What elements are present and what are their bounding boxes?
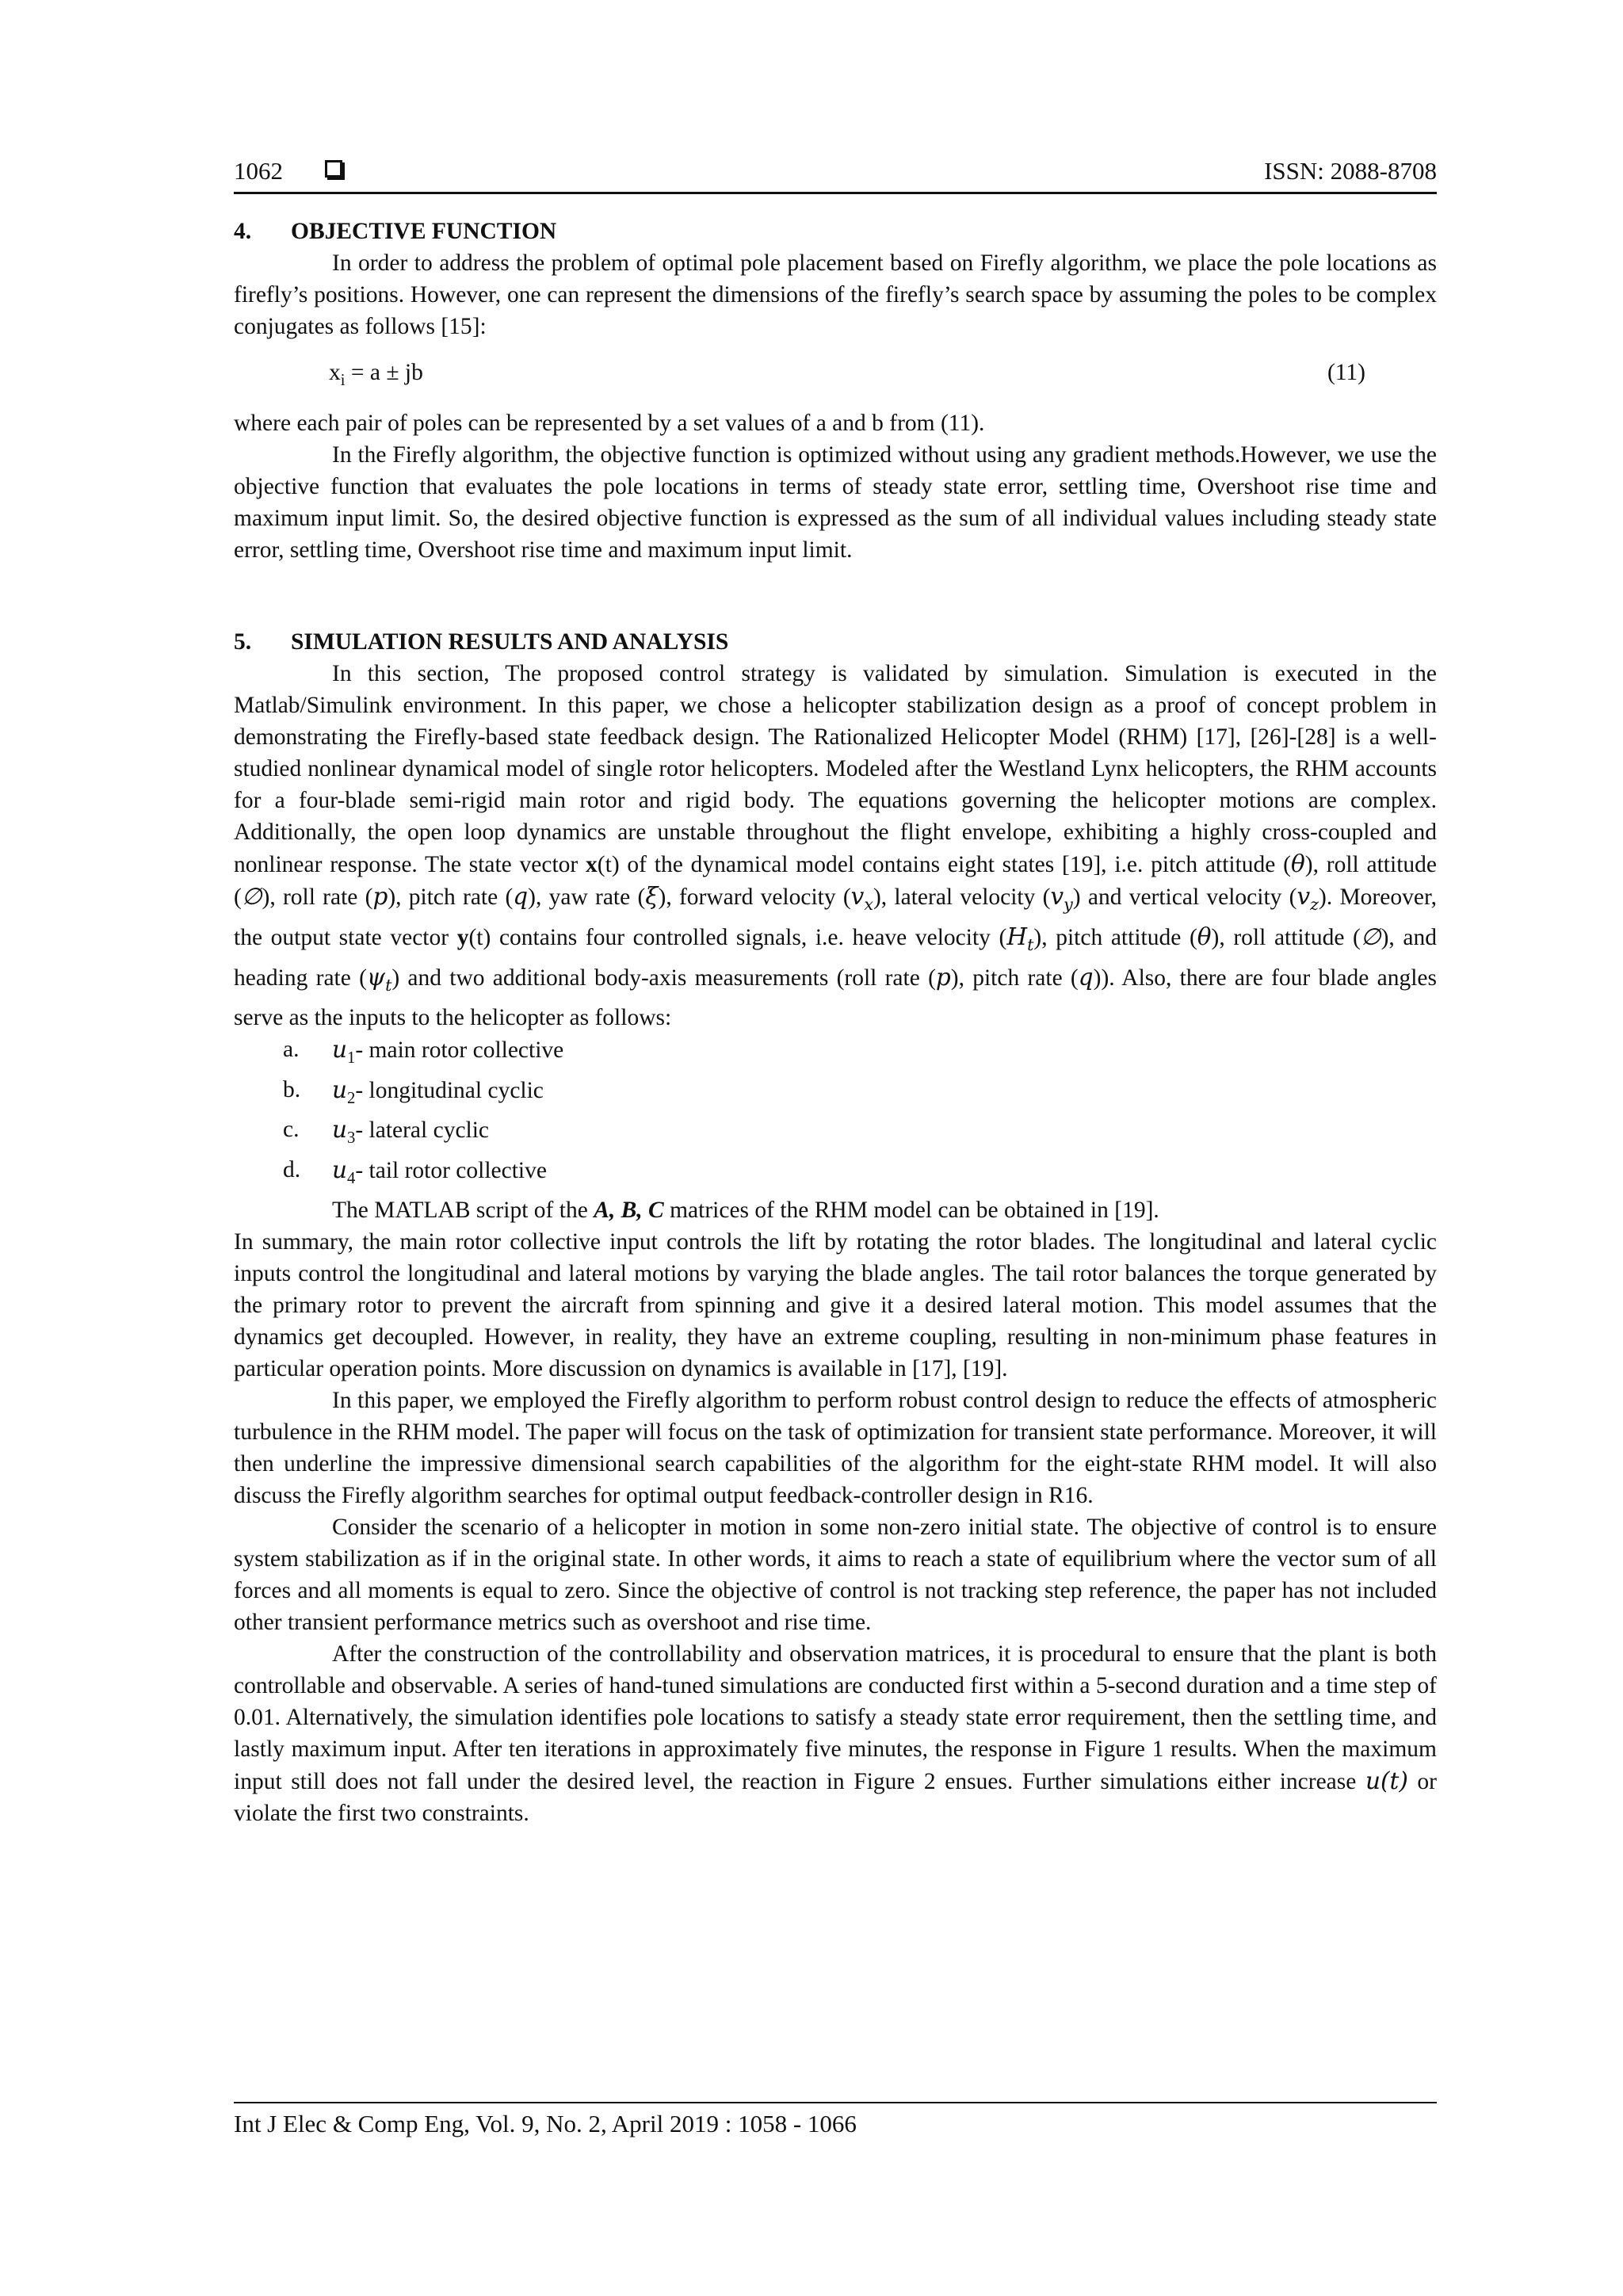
equation: [234, 357, 1437, 388]
paragraph: Consider the scenario of a helicopter in motion in some non-zero initial state. The objective of control is to ensure system stabilization as if in the original state. In other words, it aims to reach a state of equilibrium where the vector sum of all forces and all moments is equal to zero. Since the objective of control is not tracking step reference, the paper has not included other transient performance metrics such as overshoot and rise time.: [234, 1515, 1437, 1636]
page-header: [234, 152, 1437, 192]
section-title: SIMULATION RESULTS AND ANALYSIS: [291, 629, 729, 655]
body-text: [234, 216, 1437, 1829]
spacer: [234, 566, 1437, 626]
paragraph: In the Firefly algorithm, the objective function is optimized without using any gradient methods.However, we use the objective function that evaluates the pole locations in terms of steady state error, settling time, Overshoot rise time and maximum input limit. So, the desired objective function is expressed as the sum of all individual values including steady state error, settling time, Overshoot rise time and maximum input limit.: [234, 442, 1437, 563]
checkbox-square-icon: [325, 160, 342, 178]
paragraph: In summary, the main rotor collective input controls the lift by rotating the rotor blades. The longitudinal and lateral cyclic inputs control the longitudinal and lateral motions by varying the blade angles. The tail rotor balances the torque generated by the primary rotor to prevent the aircraft from spinning and give it a desired lateral motion. This model assumes that the dynamics get decoupled. However, in reality, they have an extreme coupling, resulting in non-minimum phase features in particular operation points. More discussion on dynamics is available in [17], [19].: [234, 1229, 1437, 1382]
equation-expression: [329, 357, 423, 396]
eq-lhs: x: [329, 360, 341, 385]
footer-rule: [234, 2102, 1437, 2103]
section-heading: [234, 626, 1437, 658]
section-title: OBJECTIVE FUNCTION: [291, 219, 557, 244]
issn-label: ISSN: 2088-8708: [1264, 157, 1437, 185]
paragraph: After the construction of the controllability and observation matrices, it is procedural to ensure that the plant is both controllable and observable. A series of hand-tuned simulations are conducted first within a 5-second duration and a time step of 0.01. Alternatively, the simulation identifies pole locations to satisfy a steady state error requirement, then the settling time, and lastly maximum input. After ten iterations in approximately five minutes, the response in Figure 1 results. When the maximum input still does not fall under the desired level, the reaction in Figure 2 ensues. Further simulations either increase u(t) or violate the first two constraints.: [234, 1641, 1438, 1827]
list-item: c. $u_3-$ lateral cyclic: [283, 1116, 490, 1148]
page-number: 1062: [234, 157, 283, 185]
list-item: d. $u_4-$ tail rotor collective: [283, 1156, 547, 1188]
paragraph: where each pair of poles can be represented by a set values of a and b from (11).: [234, 411, 985, 436]
section-heading: [234, 216, 1437, 247]
input-list: [234, 1033, 1437, 1195]
paragraph: The MATLAB script of the A, B, C matrices of the RHM model can be obtained in [19].: [332, 1198, 1159, 1224]
list-item: a. $u_1-$ main rotor collective: [283, 1035, 564, 1067]
paragraph: In order to address the problem of optimal pole placement based on Firefly algorithm, we place the pole locations as firefly’s positions. However, one can represent the dimensions of the firefly’s search space by assuming the poles to be complex conjugates as follows [15]:: [234, 250, 1437, 339]
list-item: b. $u_2-$ longitudinal cyclic: [283, 1075, 544, 1107]
section-number: 4.: [234, 219, 252, 244]
equation-number: (11): [1327, 360, 1365, 385]
paragraph: In this paper, we employed the Firefly algorithm to perform robust control design to reduce the effects of atmospheric turbulence in the RHM model. The paper will focus on the task of optimization for transient state performance. Moreover, it will then underline the impressive dimensional search capabilities of the algorithm for the eight-state RHM model. It will also discuss the Firefly algorithm searches for optimal output feedback-controller design in R16.: [234, 1388, 1437, 1509]
eq-rhs: = a ± jb: [345, 360, 423, 385]
eq-lhs-sub: i: [340, 371, 346, 389]
header-rule: [234, 192, 1437, 194]
section-number: 5.: [234, 629, 252, 655]
footer-citation: Int J Elec & Comp Eng, Vol. 9, No. 2, April 2019 : 1058 - 1066: [234, 2110, 857, 2137]
paragraph: In this section, The proposed control strategy is validated by simulation. Simulation is executed in the Matlab/Simulink environment. In this paper, we chose a helicopter stabilization design as a proof of concept problem in demonstrating the Firefly-based state feedback design. The Rationalized Helicopter Model (RHM) [17], [26]-[28] is a well-studied nonlinear dynamical model of single rotor helicopters. Modeled after the Westland Lynx helicopters, the RHM accounts for a four-blade semi-rigid main rotor and rigid body. The equations governing the helicopter motions are complex. Additionally, the open loop dynamics are unstable throughout the flight envelope, exhibiting a highly cross-coupled and nonlinear response. The state vector x(t) of the dynamical model contains eight states [19], i.e. pitch attitude (θ), roll attitude (∅), roll rate (p), pitch rate (q), yaw rate (ξ), forward velocity $(v_x)$, lateral velocity $(v_y)$ and vertical velocity $(v_z)$. Moreover, the output state vector y(t) contains four controlled signals, i.e. heave velocity $(H_t)$, pitch attitude (θ), roll attitude (∅), and heading rate $(\psi_t)$ and two additional body-axis measurements (roll rate (p), pitch rate (q)). Also, there are four blade angles serve as the inputs to the helicopter as follows:: [234, 661, 1437, 1030]
